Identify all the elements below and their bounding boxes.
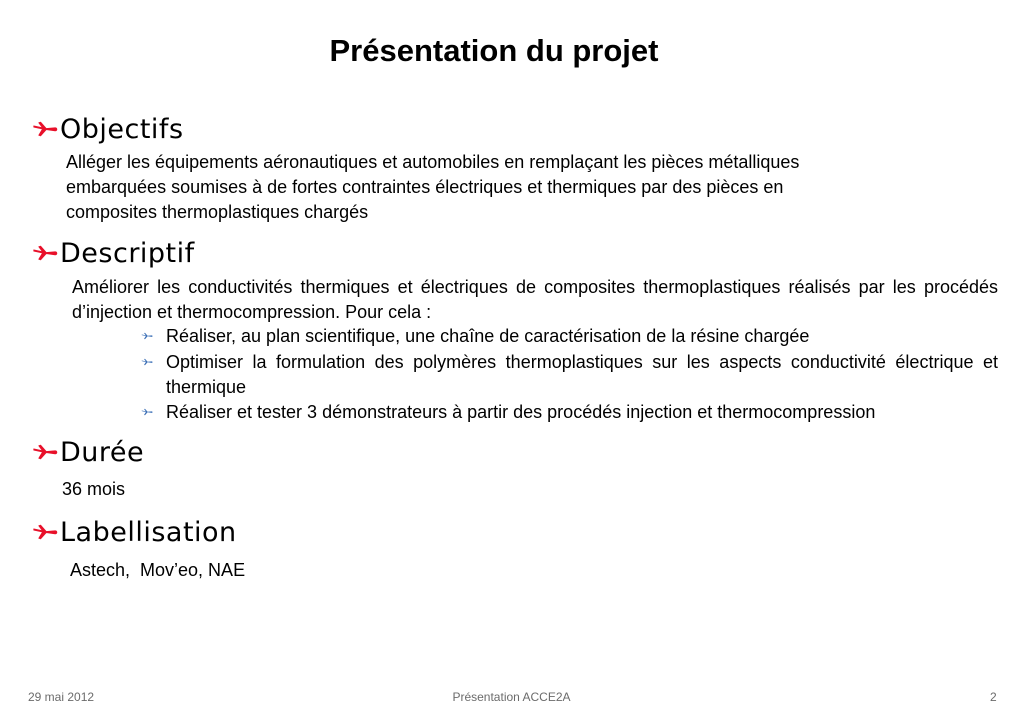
labellisation-text: Astech, Mov’eo, NAE — [70, 560, 246, 580]
bullet-text: Réaliser et tester 3 démonstrateurs à partir des procédés injection et thermocompression — [166, 402, 876, 422]
objectifs-text — [66, 150, 966, 225]
section-objectifs — [30, 112, 184, 146]
section-labellisation — [30, 515, 237, 549]
airplane-icon — [30, 114, 60, 144]
objectifs-line: embarquées soumises à de fortes contraintes électriques et thermiques par des pièces en — [66, 177, 784, 197]
heading-objectifs: Objectifs — [60, 113, 184, 145]
objectifs-line: composites thermoplastiques chargés — [66, 202, 369, 222]
slide-title: Présentation du projet — [329, 33, 659, 68]
section-descriptif — [30, 236, 195, 270]
airplane-icon — [30, 437, 60, 467]
airplane-bullet-icon — [140, 350, 154, 369]
footer-page-number: 2 — [990, 690, 997, 704]
airplane-bullet-icon — [140, 324, 154, 343]
descriptif-bullet — [140, 400, 998, 425]
section-heading — [30, 435, 144, 469]
section-heading — [30, 236, 195, 270]
heading-duree: Durée — [60, 436, 145, 468]
heading-labellisation: Labellisation — [60, 516, 237, 548]
section-heading — [30, 515, 237, 549]
descriptif-bullet — [140, 324, 998, 349]
descriptif-bullet — [140, 350, 998, 400]
airplane-bullet-icon — [140, 400, 154, 419]
duree-text: 36 mois — [62, 479, 126, 499]
section-heading — [30, 112, 184, 146]
objectifs-line: Alléger les équipements aéronautiques et automobiles en remplaçant les pièces métalliques — [66, 152, 800, 172]
airplane-icon — [30, 238, 60, 268]
bullet-text: Réaliser, au plan scientifique, une chaîne de caractérisation de la résine chargée — [166, 326, 810, 346]
heading-descriptif: Descriptif — [60, 237, 195, 269]
footer-date: 29 mai 2012 — [28, 690, 95, 704]
descriptif-paragraph: Améliorer les conductivités thermiques et électriques de composites thermoplastiques réalisés par les procédés d’injection et thermocompression. Pour cela : — [72, 277, 998, 322]
section-duree — [30, 435, 144, 469]
bullet-text: Optimiser la formulation des polymères thermoplastiques sur les aspects conductivité électrique et thermique — [166, 352, 998, 397]
footer-center: Présentation ACCE2A — [452, 690, 571, 704]
airplane-icon — [30, 517, 60, 547]
